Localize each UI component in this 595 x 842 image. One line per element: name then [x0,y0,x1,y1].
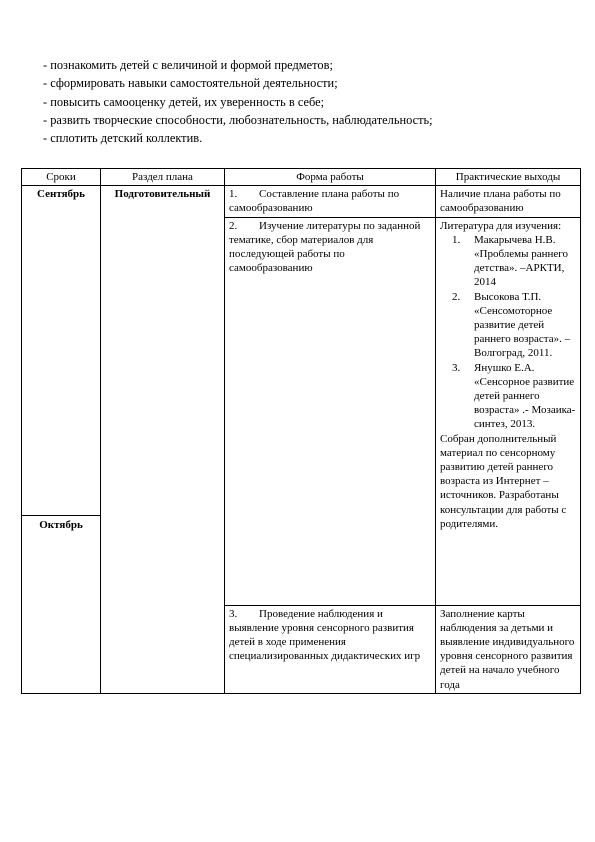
form-text: Проведение наблюдения и выявление уровня сенсорного развития детей в ходе применения специализированных дидактических игр [229,607,421,663]
header-section: Раздел плана [101,169,225,186]
row-number: 2. [229,219,238,232]
literature-intro: Литература для изучения: [440,219,562,232]
header-terms: Сроки [22,169,101,186]
section-cell: Подготовительный [101,186,225,694]
goals-list [43,56,433,147]
output-cell [436,217,581,605]
month-october: Октябрь [22,515,100,532]
literature-item [440,233,576,290]
output-extra-text: Собран дополнительный материал по сенсорному развитию детей раннего возраста из Интернет – источников. Разработаны консультации для работы с родителями. [440,432,567,530]
table-header-row [22,169,581,186]
goal-item: - познакомить детей с величиной и формой предметов; [43,58,333,72]
literature-num: 3. [452,361,461,374]
header-outputs: Практические выходы [436,169,581,186]
form-cell [225,605,436,693]
literature-item [440,290,576,361]
month-september: Сентябрь [37,188,85,201]
goal-item: - повысить самооценку детей, их уверенность в себе; [43,94,325,109]
goal-item: - сплотить детский коллектив. [43,131,203,146]
months-cell [22,186,101,694]
output-cell: Заполнение карты наблюдения за детьми и выявление индивидуального уровня сенсорного развития детей на начало учебного года [436,605,581,693]
form-cell [225,217,436,605]
work-plan-table [21,168,581,694]
literature-item [440,361,576,432]
row-number: 3. [229,607,238,620]
literature-text: Высокова Т.П. «Сенсомоторное развитие детей раннего возраста». – Волгоград, 2011. [474,290,571,360]
header-form: Форма работы [225,169,436,186]
goal-item: - сформировать навыки самостоятельной деятельности; [43,76,338,91]
row-number: 1. [229,188,238,201]
form-text: Изучение литературы по заданной тематике, сбор материалов для последующей работы по самообразованию [229,219,421,275]
literature-num: 1. [452,233,461,246]
form-text: Составление плана работы по самообразованию [229,188,400,215]
literature-text: Макарычева Н.В. «Проблемы раннего детства». –АРКТИ, 2014 [474,233,569,289]
form-cell [225,186,436,217]
literature-num: 2. [452,290,461,303]
output-cell: Наличие плана работы по самообразованию [436,186,581,217]
literature-text: Янушко Е.А. «Сенсорное развитие детей раннего возраста» .- Мозаика-синтез, 2013. [474,361,576,431]
goal-item: - развить творческие способности, любознательность, наблюдательность; [43,112,433,127]
table-row [22,186,581,217]
literature-list [440,233,576,432]
